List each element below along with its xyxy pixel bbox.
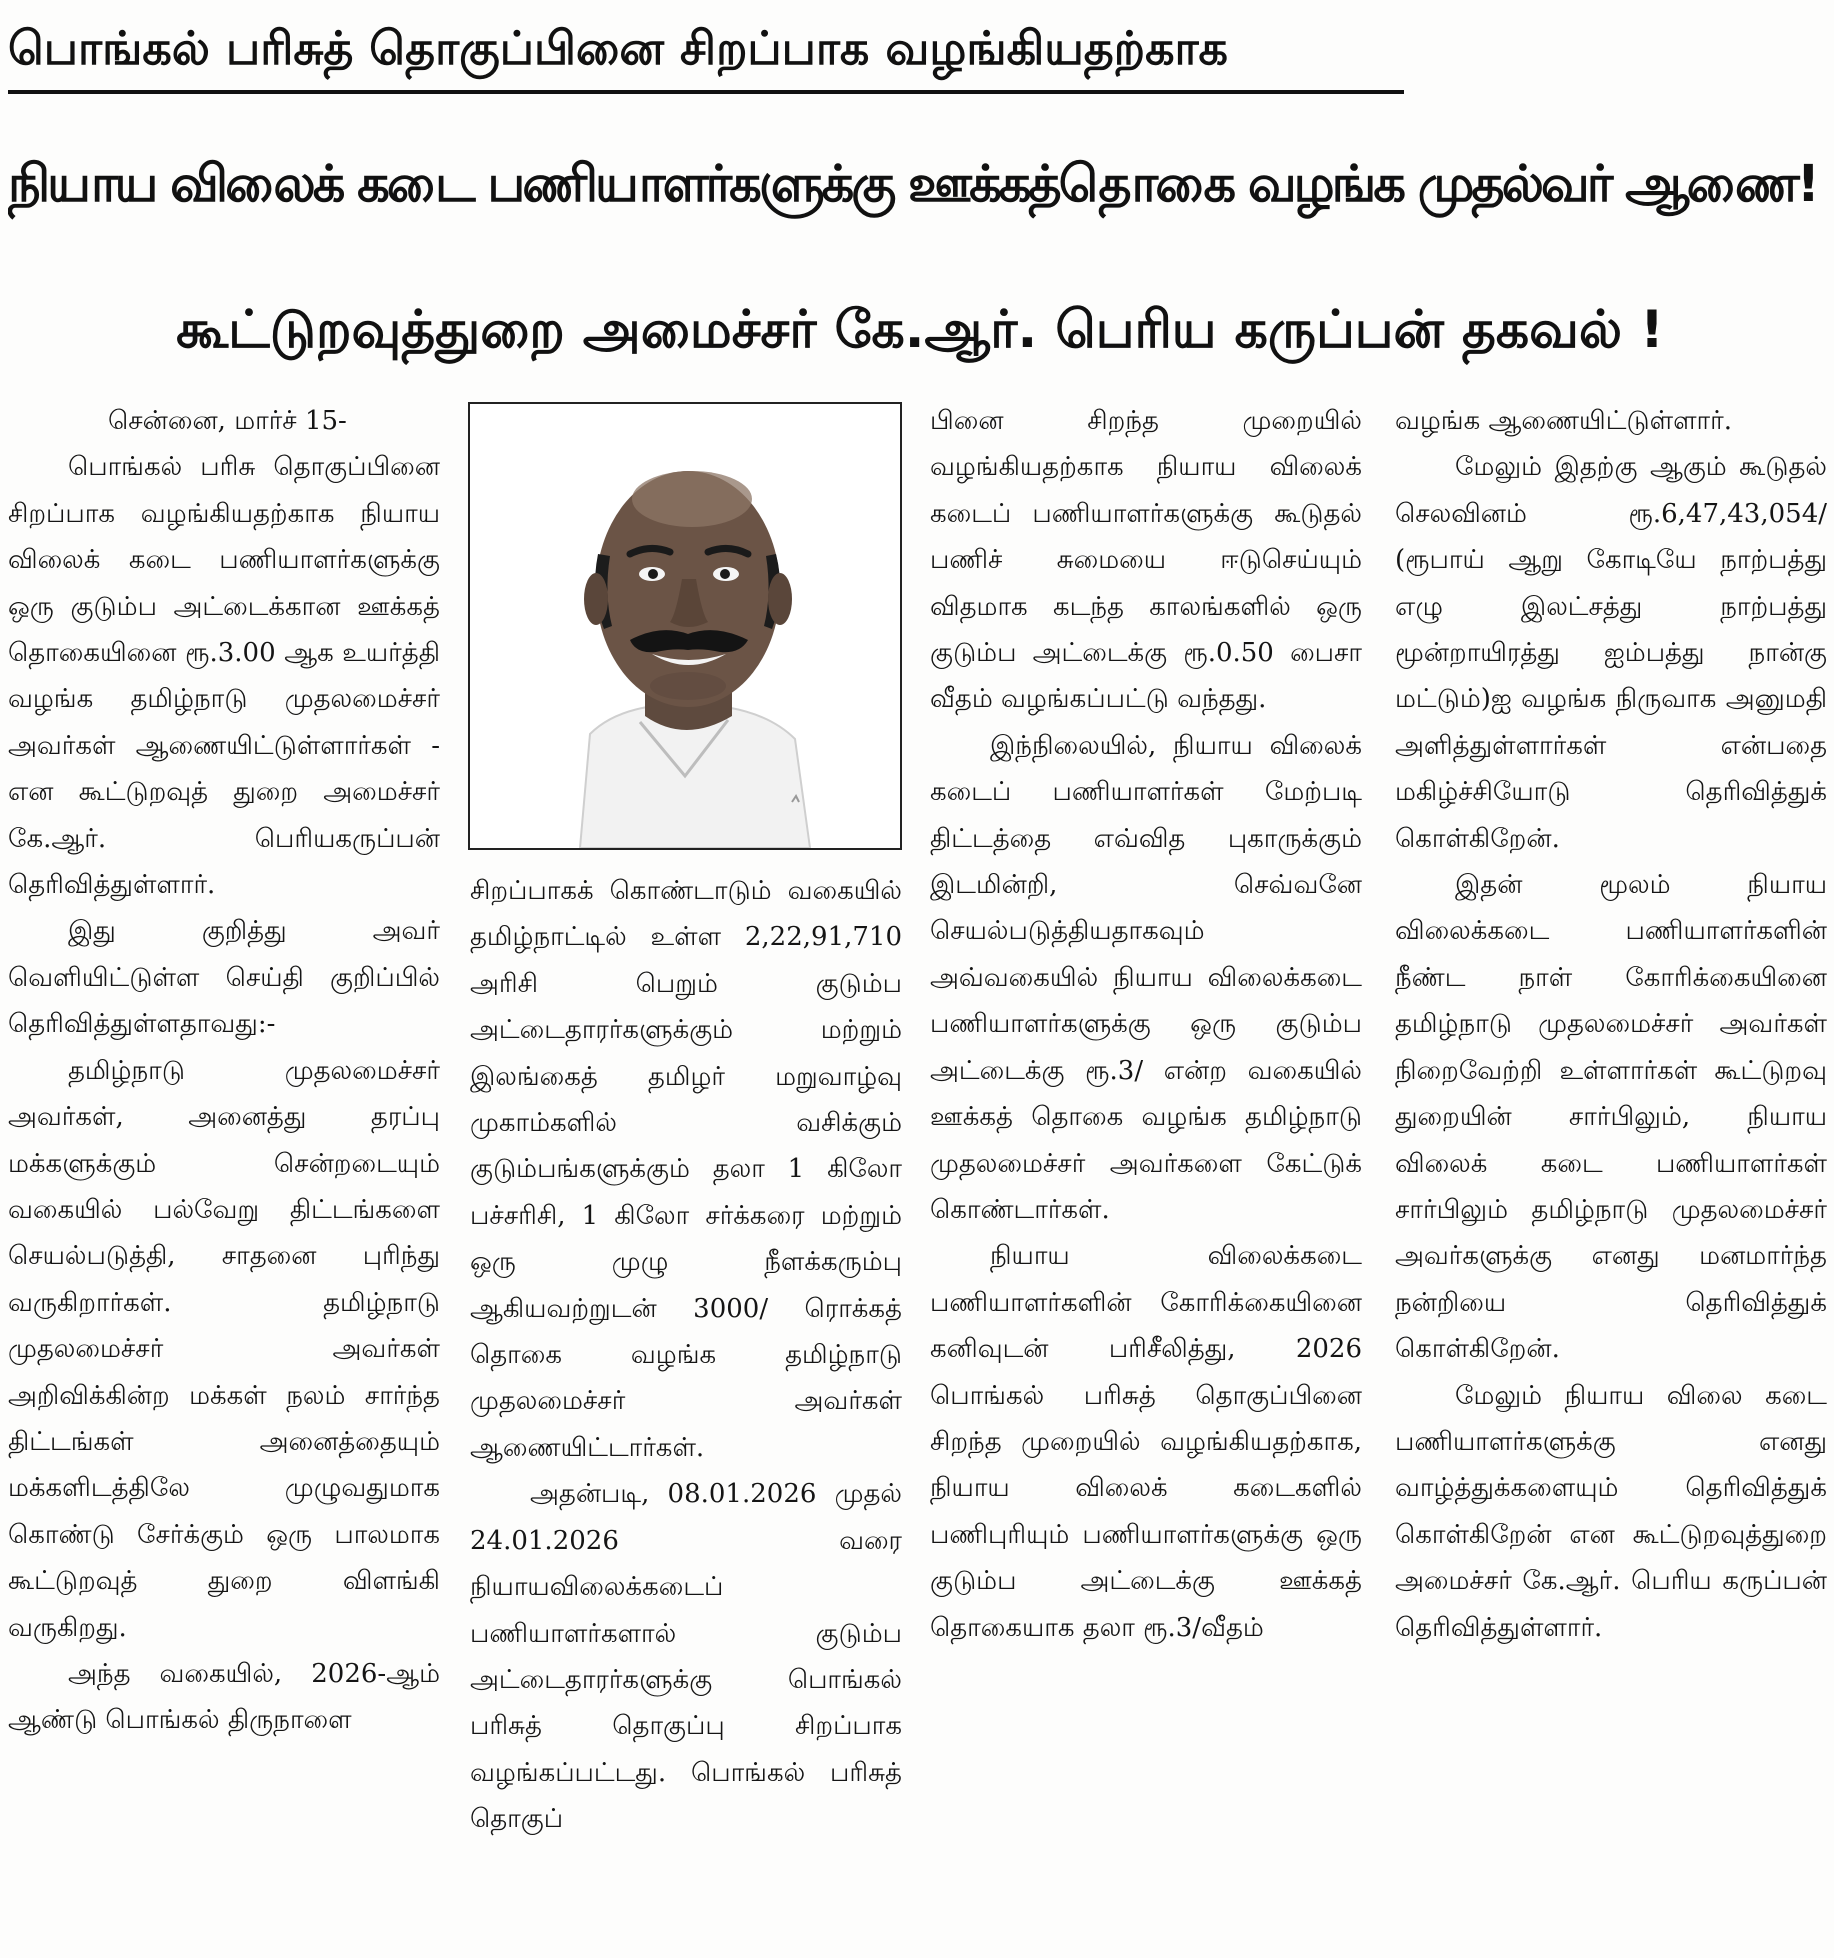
portrait-illustration (470, 404, 900, 848)
paragraph: பொங்கல் பரிசு தொகுப்பினை சிறப்பாக வழங்கியதற்காக நியாய விலைக் கடை பணியாளர்களுக்கு ஒரு குடும்ப அட்டைக்கான ஊக்கத் தொகையினை ரூ.3.00 ஆக உயர்த்தி வழங்க தமிழ்நாடு முதலமைச்சர் அவர்கள் ஆணையிட்டுள்ளார்கள் - என கூட்டுறவுத் துறை அமைச்சர் கே.ஆர். பெரியகருப்பன் தெரிவித்துள்ளார். (8, 452, 440, 901)
paragraph: நியாய விலைக்கடை பணியாளர்களின் கோரிக்கையினை கனிவுடன் பரிசீலித்து, 2026 பொங்கல் பரிசுத் தொகுப்பினை சிறந்த முறையில் வழங்கியதற்காக, நியாய விலைக் கடைகளில் பணிபுரியும் பணியாளர்களுக்கு ஒரு குடும்ப அட்டைக்கு ஊக்கத் தொகையாக தலா ரூ.3/வீதம் (930, 1241, 1362, 1643)
main-headline: நியாய விலைக் கடை பணியாளர்களுக்கு ஊக்கத்தொகை வழங்க முதல்வர் ஆணை! (8, 155, 1818, 214)
paragraph: மேலும் இதற்கு ஆகும் கூடுதல் செலவினம் ரூ.6,47,43,054/ (ரூபாய் ஆறு கோடியே நாற்பத்து எழு இலட்சத்து நாற்பத்து மூன்றாயிரத்து ஐம்பத்து நான்கு மட்டும்)ஐ வழங்க நிருவாக அனுமதி அளித்துள்ளார்கள் என்பதை மகிழ்ச்சியோடு தெரிவித்துக் கொள்கிறேன். (1395, 452, 1827, 854)
minister-portrait-photo (468, 402, 902, 850)
sub-headline: கூட்டுறவுத்துறை அமைச்சர் கே.ஆர். பெரிய கருப்பன் தகவல் ! (176, 300, 1664, 360)
paragraph: சிறப்பாகக் கொண்டாடும் வகையில் தமிழ்நாட்டில் உள்ள 2,22,91,710 அரிசி பெறும் குடும்ப அட்டைதாரர்களுக்கும் மற்றும் இலங்கைத் தமிழர் மறுவாழ்வு முகாம்களில் வசிக்கும் குடும்பங்களுக்கும் தலா 1 கிலோ பச்சரிசி, 1 கிலோ சர்க்கரை மற்றும் ஒரு முழு நீளக்கரும்பு ஆகியவற்றுடன் 3000/ ரொக்கத் தொகை வழங்க தமிழ்நாடு முதலமைச்சர் அவர்கள் ஆணையிட்டார்கள். (470, 876, 902, 1463)
article-column-4 (1395, 398, 1827, 1950)
article-column-2 (470, 868, 902, 1950)
dateline: சென்னை, மார்ச் 15- (108, 406, 347, 436)
article-column-1 (8, 398, 440, 1950)
paragraph: பினை சிறந்த முறையில் வழங்கியதற்காக நியாய விலைக் கடைப் பணியாளர்களுக்கு கூடுதல் பணிச் சுமையை ஈடுசெய்யும் விதமாக கடந்த காலங்களில் ஒரு குடும்ப அட்டைக்கு ரூ.0.50 பைசா வீதம் வழங்கப்பட்டு வந்தது. (930, 406, 1362, 715)
paragraph: வழங்க ஆணையிட்டுள்ளார். (1395, 406, 1732, 436)
paragraph: இதன் மூலம் நியாய விலைக்கடை பணியாளர்களின் நீண்ட நாள் கோரிக்கையினை தமிழ்நாடு முதலமைச்சர் அவர்கள் நிறைவேற்றி உள்ளார்கள் கூட்டுறவு துறையின் சார்பிலும், நியாய விலைக் கடை பணியாளர்கள் சார்பிலும் தமிழ்நாடு முதலமைச்சர் அவர்களுக்கு எனது மனமார்ந்த நன்றியை தெரிவித்துக் கொள்கிறேன். (1395, 870, 1827, 1365)
paragraph: அதன்படி, 08.01.2026 முதல் 24.01.2026 வரை நியாயவிலைக்கடைப் பணியாளர்களால் குடும்ப அட்டைதாரர்களுக்கு பொங்கல் பரிசுத் தொகுப்பு சிறப்பாக வழங்கப்பட்டது. பொங்கல் பரிசுத் தொகுப் (470, 1479, 902, 1835)
kicker-underline (8, 90, 1404, 94)
paragraph: அந்த வகையில், 2026-ஆம் ஆண்டு பொங்கல் திருநாளை (8, 1658, 440, 1736)
paragraph: இது குறித்து அவர் வெளியிட்டுள்ள செய்தி குறிப்பில் தெரிவித்துள்ளதாவது:- (8, 916, 440, 1040)
kicker-headline: பொங்கல் பரிசுத் தொகுப்பினை சிறப்பாக வழங்கியதற்காக (8, 21, 1228, 75)
paragraph: மேலும் நியாய விலை கடை பணியாளர்களுக்கு எனது வாழ்த்துக்களையும் தெரிவித்துக் கொள்கிறேன் என கூட்டுறவுத்துறை அமைச்சர் கே.ஆர். பெரிய கருப்பன் தெரிவித்துள்ளார். (1395, 1380, 1827, 1643)
paragraph: இந்நிலையில், நியாய விலைக் கடைப் பணியாளர்கள் மேற்படி திட்டத்தை எவ்வித புகாருக்கும் இடமின்றி, செவ்வனே செயல்படுத்தியதாகவும் அவ்வகையில் நியாய விலைக்கடை பணியாளர்களுக்கு ஒரு குடும்ப அட்டைக்கு ரூ.3/ என்ற வகையில் ஊக்கத் தொகை வழங்க தமிழ்நாடு முதலமைச்சர் அவர்களை கேட்டுக் கொண்டார்கள். (930, 730, 1362, 1225)
article-column-3 (930, 398, 1362, 1950)
paragraph: தமிழ்நாடு முதலமைச்சர் அவர்கள், அனைத்து தரப்பு மக்களுக்கும் சென்றடையும் வகையில் பல்வேறு திட்டங்களை செயல்படுத்தி, சாதனை புரிந்து வருகிறார்கள். தமிழ்நாடு முதலமைச்சர் அவர்கள் அறிவிக்கின்ற மக்கள் நலம் சார்ந்த திட்டங்கள் அனைத்தையும் மக்களிடத்திலே முழுவதுமாக கொண்டு சேர்க்கும் ஒரு பாலமாக கூட்டுறவுத் துறை விளங்கி வருகிறது. (8, 1055, 440, 1643)
